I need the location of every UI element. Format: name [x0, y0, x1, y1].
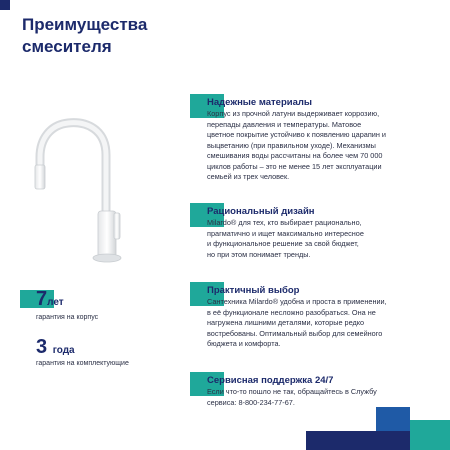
feature-line: цветное покрытие устойчиво к появлению царапин и — [207, 130, 387, 139]
feature-line: в её функционале несложно разобраться. Она не — [207, 307, 376, 317]
stat-warranty-body — [36, 288, 64, 314]
stat-caption-1: гарантия на корпус — [36, 314, 99, 321]
page-title — [22, 14, 147, 58]
feature-title: Сервисная поддержка 24/7 — [207, 375, 334, 386]
feature-service — [190, 372, 440, 408]
stat-unit-1: лет — [47, 297, 64, 308]
feature-line: но при этом понимает тренды. — [207, 249, 311, 259]
feature-line: Корпус из прочной латуни выдерживает коррозию, — [207, 109, 380, 118]
feature-line: востребованы. Оптимальный выбор для семейного — [207, 328, 383, 338]
stat-warranty-parts — [36, 336, 75, 362]
feature-line: бюджета и комфорта. — [207, 339, 281, 348]
feature-text — [190, 109, 440, 183]
feature-practical — [190, 282, 440, 350]
deco-bar-navy — [306, 431, 410, 450]
feature-line: смешивания воды рассчитаны на более чем 70 000 — [207, 151, 383, 160]
feature-title: Рациональный дизайн — [207, 206, 315, 217]
feature-text — [190, 218, 440, 260]
feature-text — [190, 387, 440, 408]
feature-line: сервиса: 8-800-234-77-67. — [207, 397, 295, 407]
title-line-1: Преимущества — [22, 15, 148, 34]
stat-value-1: 7 — [36, 288, 48, 310]
feature-line: Сантехника Milardo® удобна и проста в применении, — [207, 297, 387, 306]
stat-unit-2: года — [52, 345, 75, 356]
feature-line: Milardo® для тех, кто выбирает рационально, — [207, 218, 362, 227]
feature-line: циклов работы – это не менее 15 лет эксплуатации — [207, 161, 382, 171]
feature-title: Практичный выбор — [207, 285, 300, 296]
feature-line: семьей из трех человек. — [207, 172, 290, 181]
feature-design — [190, 203, 440, 260]
deco-square-teal — [410, 420, 450, 450]
corner-decoration — [0, 0, 10, 10]
feature-line: перепады давления и температуры. Матовое — [207, 119, 362, 129]
deco-square-blue — [376, 407, 410, 431]
stat-value-2: 3 — [36, 336, 48, 358]
feature-line: выцветанию (при правильном уходе). Механизмы — [207, 140, 376, 150]
feature-materials — [190, 94, 440, 183]
title-line-2: смесителя — [22, 37, 112, 56]
feature-line: и функциональное решение за свой бюджет, — [207, 239, 359, 248]
feature-line: прагматично и ищет максимально интересное — [207, 228, 364, 238]
stat-caption-2: гарантия на комплектующие — [36, 360, 129, 367]
feature-line: нагружена лишними деталями, которые редко — [207, 318, 365, 327]
feature-title: Надежные материалы — [207, 97, 313, 108]
feature-text — [190, 297, 440, 350]
feature-line: Если что-то пошло не так, обращайтесь в Службу — [207, 387, 377, 396]
faucet-image — [28, 115, 148, 265]
